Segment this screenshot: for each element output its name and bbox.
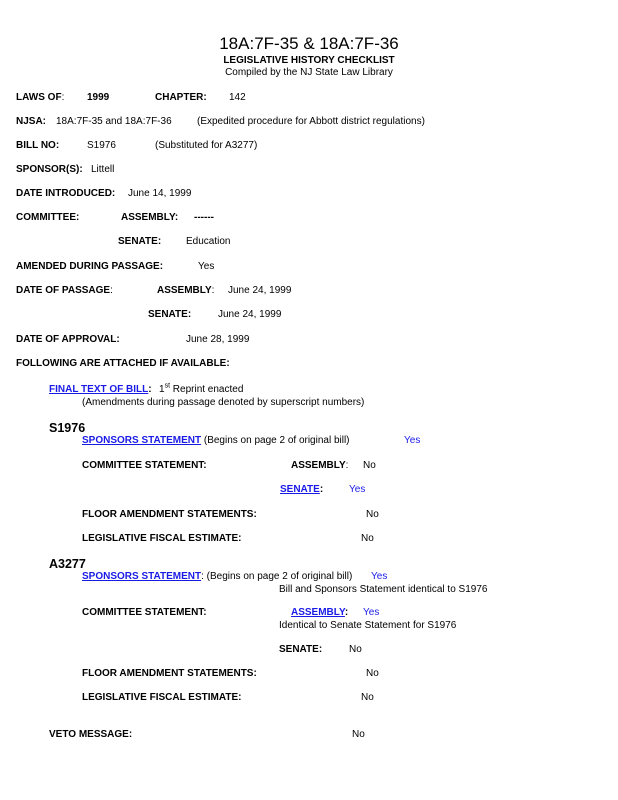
njsa-label: NJSA:: [16, 116, 47, 127]
a3277-sponsors-row: [82, 571, 352, 583]
a3277-heading: A3277: [49, 557, 86, 571]
s1976-fiscal-label: LEGISLATIVE FISCAL ESTIMATE:: [82, 533, 242, 544]
s1976-committee-label: COMMITTEE STATEMENT:: [82, 460, 207, 471]
laws-of-year: 1999: [87, 92, 110, 103]
s1976-senate-link[interactable]: SENATE: [280, 484, 320, 495]
a3277-assembly-extra: Identical to Senate Statement for S1976: [279, 620, 457, 631]
s1976-senate-yes-link[interactable]: Yes: [349, 484, 366, 495]
s1976-sponsors-yes-link[interactable]: Yes: [404, 435, 421, 446]
a3277-sponsors-statement-link[interactable]: SPONSORS STATEMENT: [82, 571, 202, 582]
njsa-value: 18A:7F-35 and 18A:7F-36: [56, 116, 172, 127]
s1976-assembly-label: ASSEMBLY: [291, 460, 346, 471]
s1976-floor-value: No: [366, 509, 379, 520]
s1976-sponsors-statement-link[interactable]: SPONSORS STATEMENT: [82, 435, 202, 446]
page-title: 18A:7F-35 & 18A:7F-36: [219, 34, 399, 53]
a3277-senate-value: No: [349, 644, 362, 655]
attached-heading: FOLLOWING ARE ATTACHED IF AVAILABLE:: [16, 358, 230, 369]
a3277-sponsors-extra: Bill and Sponsors Statement identical to S1976: [279, 584, 488, 595]
date-introduced-value: June 14, 1999: [128, 188, 192, 199]
veto-label: VETO MESSAGE:: [49, 729, 133, 740]
a3277-sponsors-note: : (Begins on page 2 of original bill): [201, 571, 353, 582]
s1976-sponsors-row: [82, 435, 350, 447]
passage-assembly-label: ASSEMBLY: [157, 285, 212, 296]
sponsors-label: SPONSOR(S):: [16, 164, 83, 175]
final-text-link[interactable]: FINAL TEXT OF BILL: [49, 384, 149, 395]
bill-no-note: (Substituted for A3277): [155, 140, 258, 151]
s1976-assembly-colon: :: [345, 460, 349, 471]
s1976-fiscal-value: No: [361, 533, 374, 544]
amended-value: Yes: [198, 261, 215, 272]
date-of-passage-colon: :: [110, 285, 113, 296]
a3277-assembly-yes-link[interactable]: Yes: [363, 607, 380, 618]
chapter-label: CHAPTER:: [155, 92, 207, 103]
s1976-floor-label: FLOOR AMENDMENT STATEMENTS:: [82, 509, 257, 520]
bill-no-value: S1976: [87, 140, 116, 151]
committee-senate-value: Education: [186, 236, 231, 247]
s1976-sponsors-note: (Begins on page 2 of original bill): [201, 435, 350, 446]
passage-assembly-value: June 24, 1999: [228, 285, 292, 296]
final-text-rest: Reprint enacted: [170, 384, 244, 395]
passage-assembly-colon: :: [211, 285, 215, 296]
laws-of-label: LAWS OF: [16, 92, 62, 103]
final-text-superscript: st: [164, 382, 171, 390]
chapter-value: 142: [229, 92, 246, 103]
date-of-passage-row: [16, 285, 113, 297]
a3277-floor-value: No: [366, 668, 379, 679]
a3277-fiscal-label: LEGISLATIVE FISCAL ESTIMATE:: [82, 692, 242, 703]
veto-value: No: [352, 729, 365, 740]
a3277-sponsors-yes-link[interactable]: Yes: [371, 571, 388, 582]
laws-of-colon: :: [61, 92, 65, 103]
passage-senate-label: SENATE:: [148, 309, 192, 320]
final-text-colon: :: [148, 384, 152, 395]
date-of-approval-value: June 28, 1999: [186, 334, 250, 345]
a3277-assembly-row: [291, 607, 348, 619]
a3277-floor-label: FLOOR AMENDMENT STATEMENTS:: [82, 668, 257, 679]
njsa-note: (Expedited procedure for Abbott district regulations): [197, 116, 425, 127]
amended-label: AMENDED DURING PASSAGE:: [16, 261, 164, 272]
a3277-committee-label: COMMITTEE STATEMENT:: [82, 607, 207, 618]
laws-of-row: [16, 92, 64, 104]
final-text-note: (Amendments during passage denoted by superscript numbers): [82, 397, 365, 408]
a3277-senate-label: SENATE:: [279, 644, 323, 655]
a3277-fiscal-value: No: [361, 692, 374, 703]
committee-assembly-label: ASSEMBLY:: [121, 212, 179, 223]
checklist-subtitle: LEGISLATIVE HISTORY CHECKLIST: [223, 55, 395, 66]
committee-label: COMMITTEE:: [16, 212, 80, 223]
s1976-assembly-value: No: [363, 460, 376, 471]
final-text-value: [159, 384, 243, 396]
s1976-senate-row: [280, 484, 323, 496]
s1976-assembly-row: [291, 460, 348, 472]
passage-assembly-row: [157, 285, 214, 297]
date-introduced-label: DATE INTRODUCED:: [16, 188, 116, 199]
s1976-senate-colon: :: [319, 484, 324, 495]
passage-senate-value: June 24, 1999: [218, 309, 282, 320]
committee-assembly-value: ------: [194, 212, 214, 223]
a3277-assembly-link[interactable]: ASSEMBLY: [291, 607, 345, 618]
final-text-number: 1: [159, 384, 165, 395]
date-of-passage-label: DATE OF PASSAGE: [16, 285, 111, 296]
date-of-approval-label: DATE OF APPROVAL:: [16, 334, 120, 345]
s1976-heading: S1976: [49, 421, 86, 435]
committee-senate-label: SENATE:: [118, 236, 162, 247]
compiled-by: Compiled by the NJ State Law Library: [225, 67, 393, 78]
sponsors-value: Littell: [91, 164, 115, 175]
bill-no-label: BILL NO:: [16, 140, 60, 151]
final-text-row: [49, 384, 152, 396]
a3277-assembly-colon: :: [344, 607, 349, 618]
